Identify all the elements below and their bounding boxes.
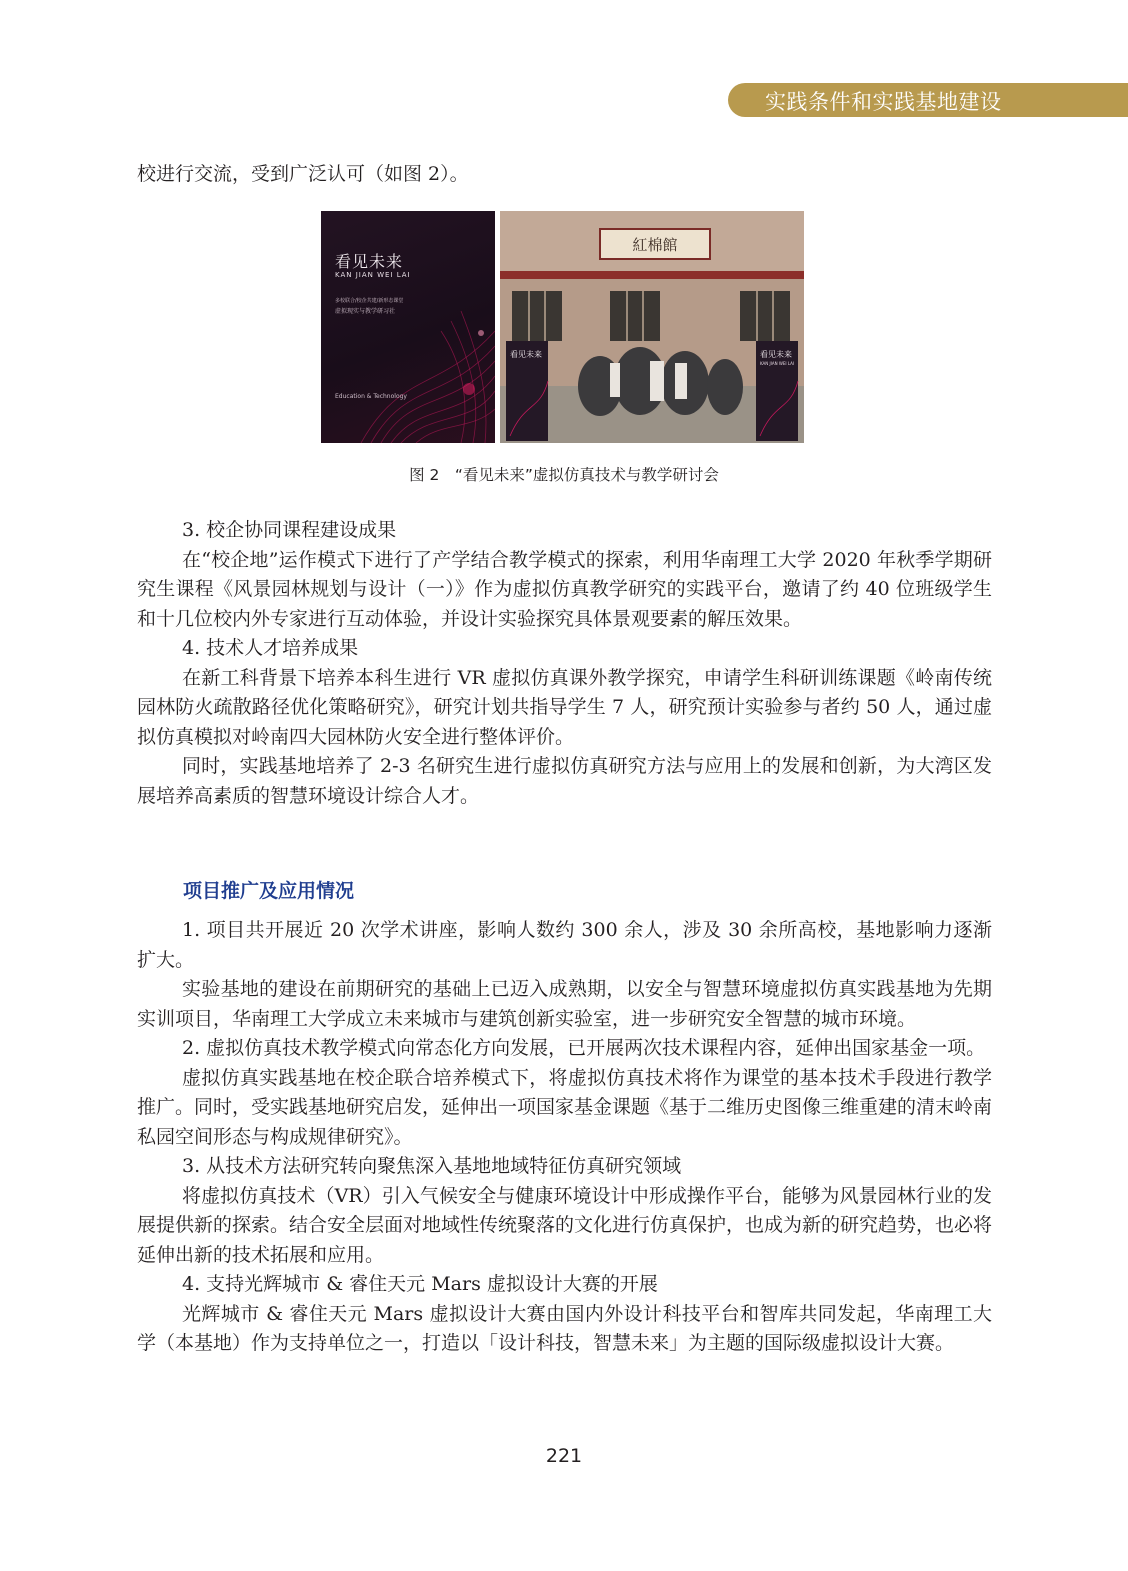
intro-line: 校进行交流，受到广泛认可（如图 2）。: [137, 163, 469, 185]
promotion-p7: 4. 支持光辉城市 & 睿住天元 Mars 虚拟设计大赛的开展: [182, 1273, 658, 1295]
promotion-p1: 1. 项目共开展近 20 次学术讲座，影响人数约 300 余人，涉及 30 余所高校，基地影响力逐渐扩大。: [137, 919, 992, 971]
section4-paragraph-1: 在新工科背景下培养本科生进行 VR 虚拟仿真课外教学探究，申请学生科研训练课题《岭南传统园林防火疏散路径优化策略研究》，研究计划共指导学生 7 人，研究预计实验参与者约 50 人，通过虚拟仿真模拟对岭南四大园林防火安全进行整体评价。: [137, 666, 992, 748]
promotion-p2: 实验基地的建设在前期研究的基础上已迈入成熟期，以安全与智慧环境虚拟仿真实践基地为先期实训项目，华南理工大学成立未来城市与建筑创新实验室，进一步研究安全智慧的城市环境。: [137, 978, 992, 1030]
section3-paragraph: 在“校企地”运作模式下进行了产学结合教学模式的探索，利用华南理工大学 2020 年秋季学期研究生课程《风景园林规划与设计（一）》作为虚拟仿真教学研究的实践平台，邀请了约 40 位班级学生和十几位校内外专家进行互动体验，并设计实验探究具体景观要素的解压效果。: [137, 548, 992, 630]
poster-graphic: [321, 211, 495, 443]
banner-right-title: 看见未来: [760, 350, 792, 359]
section4-paragraph-2: 同时，实践基地培养了 2-3 名研究生进行虚拟仿真研究方法与应用上的发展和创新，为大湾区发展培养高素质的智慧环境设计综合人才。: [137, 755, 992, 807]
promotion-p4: 虚拟仿真实践基地在校企联合培养模式下，将虚拟仿真技术将作为课堂的基本技术手段进行教学推广。同时，受实践基地研究启发，延伸出一项国家基金课题《基于二维历史图像三维重建的清末岭南私园空间形态与构成规律研究》。: [137, 1066, 993, 1148]
section-title: 实践条件和实践基地建设: [765, 90, 1002, 114]
figure-caption: 图 2 “看见未来”虚拟仿真技术与教学研讨会: [409, 466, 719, 484]
poster-line-2: 虚拟现实与教学研习社: [335, 308, 396, 315]
page-number: 221: [545, 1445, 583, 1467]
poster-line-3: Education & Technology: [335, 393, 407, 400]
section4-heading: 4. 技术人才培养成果: [182, 637, 359, 659]
promotion-heading: 项目推广及应用情况: [183, 880, 355, 902]
building-inscription: 紅棉館: [632, 236, 678, 254]
intro-text: [137, 160, 992, 190]
banner-left-title: 看见未来: [510, 350, 542, 359]
poster-title: 看见未来: [335, 252, 404, 271]
group-photo-graphic: [500, 211, 804, 443]
promotion-p6: 将虚拟仿真技术（VR）引入气候安全与健康环境设计中形成操作平台，能够为风景园林行业的发展提供新的探索。结合安全层面对地域性传统聚落的文化进行仿真保护，也成为新的研究趋势，也必将延伸出新的技术拓展和应用。: [137, 1184, 993, 1266]
banner-right-subtitle: KAN JIAN WEI LAI: [760, 361, 795, 366]
body-text-lower: [137, 916, 992, 1359]
promotion-p3: 2. 虚拟仿真技术教学模式向常态化方向发展，已开展两次技术课程内容，延伸出国家基金一项。: [182, 1037, 986, 1059]
promotion-p5: 3. 从技术方法研究转向聚焦深入基地地域特征仿真研究领域: [182, 1155, 682, 1177]
group-photo: [500, 211, 804, 443]
promotion-p8: 光辉城市 & 睿住天元 Mars 虚拟设计大赛由国内外设计科技平台和智库共同发起，华南理工大学（本基地）作为支持单位之一，打造以「设计科技，智慧未来」为主题的国际级虚拟设计大赛。: [137, 1302, 992, 1354]
poster-line-1: 多校联合/校企共建/新形态课堂: [335, 298, 404, 304]
section3-heading: 3. 校企协同课程建设成果: [182, 519, 397, 541]
poster-image: [321, 211, 495, 443]
poster-subtitle: KAN JIAN WEI LAI: [335, 271, 411, 279]
page-header: [0, 0, 1128, 120]
body-text-upper: [137, 516, 992, 811]
